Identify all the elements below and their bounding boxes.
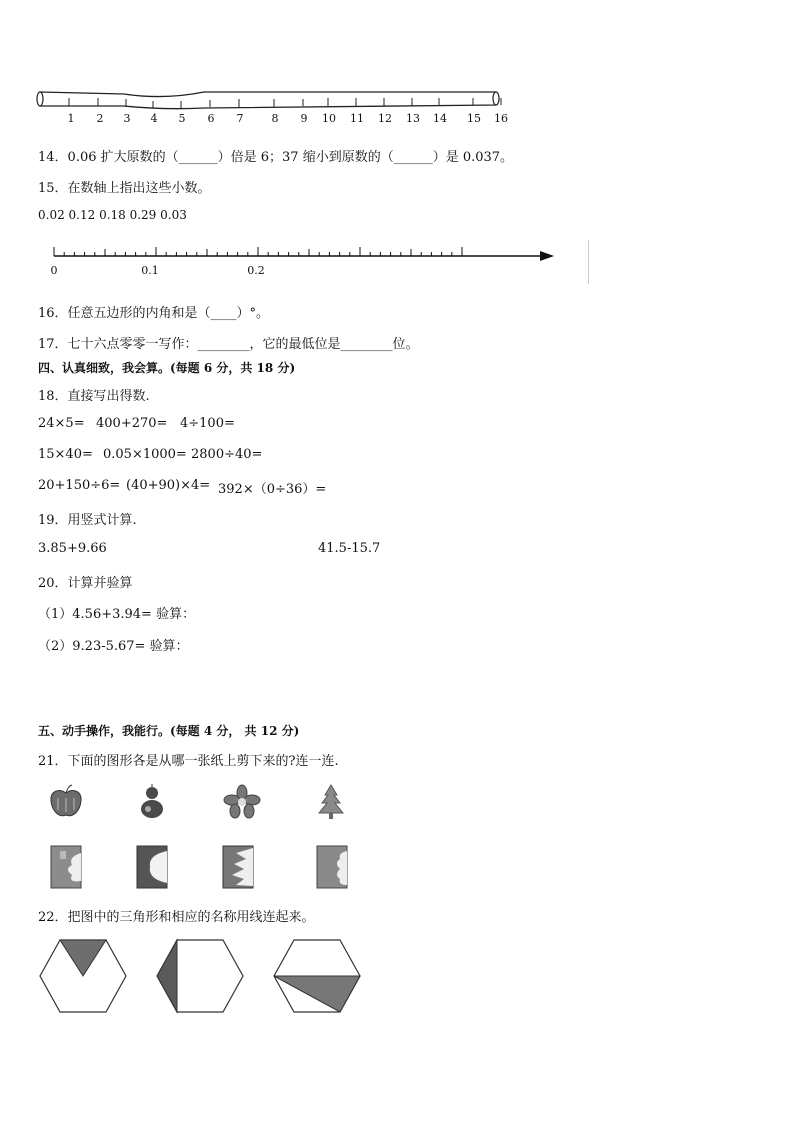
ruler-tick-label: 15 <box>467 112 481 125</box>
ruler-tick-label: 12 <box>378 112 392 125</box>
question-17: 17．七十六点零零一写作：________，它的最低位是________位。 <box>38 337 419 352</box>
question-19-prompt: 19．用竖式计算. <box>38 513 137 528</box>
apple-shape-icon <box>46 784 86 820</box>
question-15-prompt: 15．在数轴上指出这些小数。 <box>38 181 211 196</box>
calc-item: (40+90)×4= <box>126 478 211 493</box>
ruler-tick-label: 10 <box>322 112 336 125</box>
question-21-prompt: 21．下面的图形各是从哪一张纸上剪下来的?连一连. <box>38 754 339 769</box>
flower-shape-icon <box>222 783 262 821</box>
calc-item: 392×（0÷36）= <box>218 482 327 497</box>
ruler-tick-label: 2 <box>96 112 104 125</box>
ruler-tick-label: 16 <box>494 112 508 125</box>
ruler-tick-label: 5 <box>178 112 186 125</box>
hexagon-triangle-a-icon <box>38 938 128 1016</box>
ruler-tick-label: 6 <box>207 112 215 125</box>
calc-item: 400+270= <box>96 416 168 431</box>
question-15-numbers: 0.02 0.12 0.18 0.29 0.03 <box>38 208 187 222</box>
ruler-tick-label: 3 <box>123 112 131 125</box>
verify-item: （2）9.23-5.67= 验算： <box>38 639 189 654</box>
question-18-prompt: 18．直接写出得数. <box>38 389 150 404</box>
ruler-tick-label: 1 <box>67 112 75 125</box>
hexagon-triangle-c-icon <box>272 938 362 1016</box>
number-line-labels <box>50 264 590 278</box>
vertical-calc-item: 3.85+9.66 <box>38 541 107 556</box>
ruler-tick-label: 11 <box>350 112 364 125</box>
number-line-label: 0 <box>50 264 58 277</box>
calc-item: 4÷100= <box>180 416 235 431</box>
tree-shape-icon <box>313 783 349 823</box>
calc-item: 15×40= <box>38 447 93 462</box>
ruler-tick-label: 8 <box>271 112 279 125</box>
verify-item: （1）4.56+3.94= 验算： <box>38 607 196 622</box>
section-5-heading: 五、动手操作，我能行。(每题 4 分， 共 12 分) <box>38 724 300 738</box>
number-line-label: 0.2 <box>247 264 265 277</box>
ruler <box>34 86 508 126</box>
ruler-tick-labels <box>34 112 508 126</box>
question-14: 14．0.06 扩大原数的（______）倍是 6；37 缩小到原数的（______）是 0.037。 <box>38 150 514 165</box>
question-20-prompt: 20．计算并验算 <box>38 576 133 591</box>
paper-sheet-d-icon <box>316 845 348 889</box>
hexagon-triangle-b-icon <box>155 938 245 1016</box>
paper-sheet-a-icon <box>50 845 82 889</box>
number-line <box>50 242 590 282</box>
calc-item: 0.05×1000= <box>103 447 187 462</box>
scan-edge-mark <box>588 240 589 284</box>
vertical-calc-item: 41.5-15.7 <box>318 541 381 556</box>
ruler-tick-label: 9 <box>300 112 308 125</box>
calc-item: 20+150÷6= <box>38 478 121 493</box>
question-16: 16．任意五边形的内角和是（____）°。 <box>38 306 270 321</box>
paper-sheet-b-icon <box>136 845 168 889</box>
ruler-tick-label: 4 <box>150 112 158 125</box>
paper-sheet-c-icon <box>222 845 254 889</box>
gourd-shape-icon <box>134 782 170 822</box>
question-22-prompt: 22．把图中的三角形和相应的名称用线连起来。 <box>38 910 315 925</box>
section-4-heading: 四、认真细致，我会算。(每题 6 分，共 18 分) <box>38 361 296 375</box>
calc-item: 24×5= <box>38 416 85 431</box>
calc-item: 2800÷40= <box>191 447 263 462</box>
number-line-label: 0.1 <box>141 264 159 277</box>
ruler-tick-label: 7 <box>236 112 244 125</box>
ruler-tick-label: 13 <box>406 112 420 125</box>
ruler-tick-label: 14 <box>433 112 447 125</box>
number-line-drawing <box>50 242 590 266</box>
